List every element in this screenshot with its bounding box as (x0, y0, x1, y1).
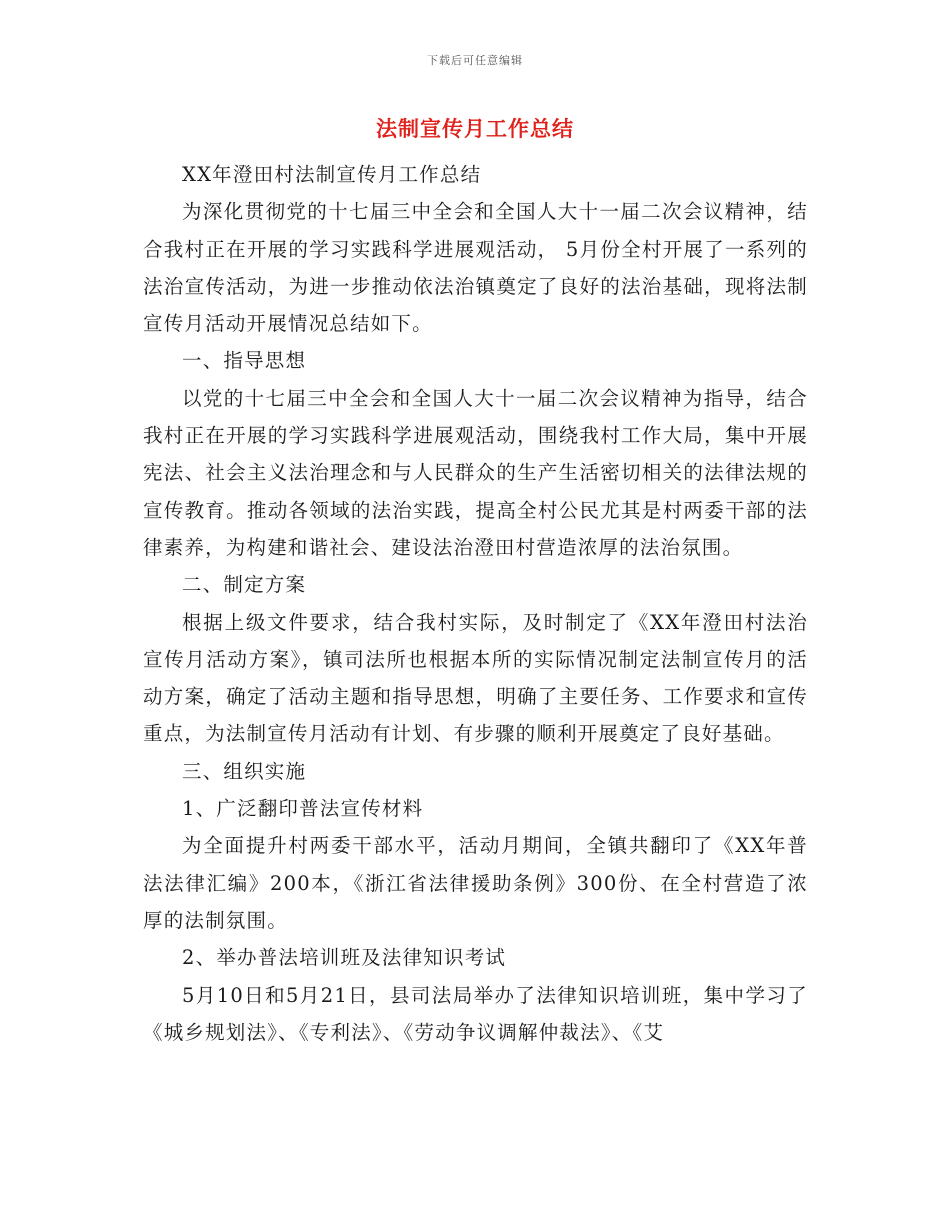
paragraph-printing: 为全面提升村两委干部水平，活动月期间，全镇共翻印了《XX年普法法律汇编》200本，《浙江省法律援助条例》300份、在全村营造了浓厚的法制氛围。 (143, 834, 808, 932)
section-heading-guiding-thought: 一、指导思想 (182, 349, 307, 373)
section-heading-implementation: 三、组织实施 (182, 759, 307, 783)
document-title: 法制宣传月工作总结 (376, 117, 574, 141)
section-heading-plan: 二、制定方案 (182, 573, 307, 597)
paragraph-plan: 根据上级文件要求，结合我村实际，及时制定了《XX年澄田村法治宣传月活动方案》，镇司法所也根据本所的实际情况制定法制宣传月的活动方案，确定了活动主题和指导思想，明确了主要任务、工作要求和宣传重点，为法制宣传月活动有计划、有步骤的顺利开展奠定了良好基础。 (143, 610, 808, 746)
paragraph-guiding-thought: 以党的十七届三中全会和全国人大十一届二次会议精神为指导，结合我村正在开展的学习实践科学进展观活动，围绕我村工作大局，集中开展宪法、社会主义法治理念和与人民群众的生产生活密切相关的法律法规的宣传教育。推动各领域的法治实践，提高全村公民尤其是村两委干部的法律素养，为构建和谐社会、建设法治澄田村营造浓厚的法治氛围。 (143, 386, 808, 559)
subheading-printing: 1、广泛翻印普法宣传材料 (182, 797, 424, 821)
header-note: 下载后可任意编辑 (427, 54, 523, 67)
subheading-training: 2、举办普法培训班及法律知识考试 (182, 946, 507, 970)
paragraph-intro: 为深化贯彻党的十七届三中全会和全国人大十一届二次会议精神，结合我村正在开展的学习实践科学进展观活动， 5月份全村开展了一系列的法治宣传活动，为进一步推动依法治镇奠定了良好的法治基础，现将法制宣传月活动开展情况总结如下。 (143, 200, 808, 336)
document-body (143, 156, 808, 1051)
paragraph-training: 5月10日和5月21日，县司法局举办了法律知识培训班，集中学习了《城乡规划法》、《专利法》、《劳动争议调解仲裁法》、《艾 (143, 983, 808, 1044)
paragraph-subtitle: XX年澄田村法制宣传月工作总结 (182, 163, 482, 186)
